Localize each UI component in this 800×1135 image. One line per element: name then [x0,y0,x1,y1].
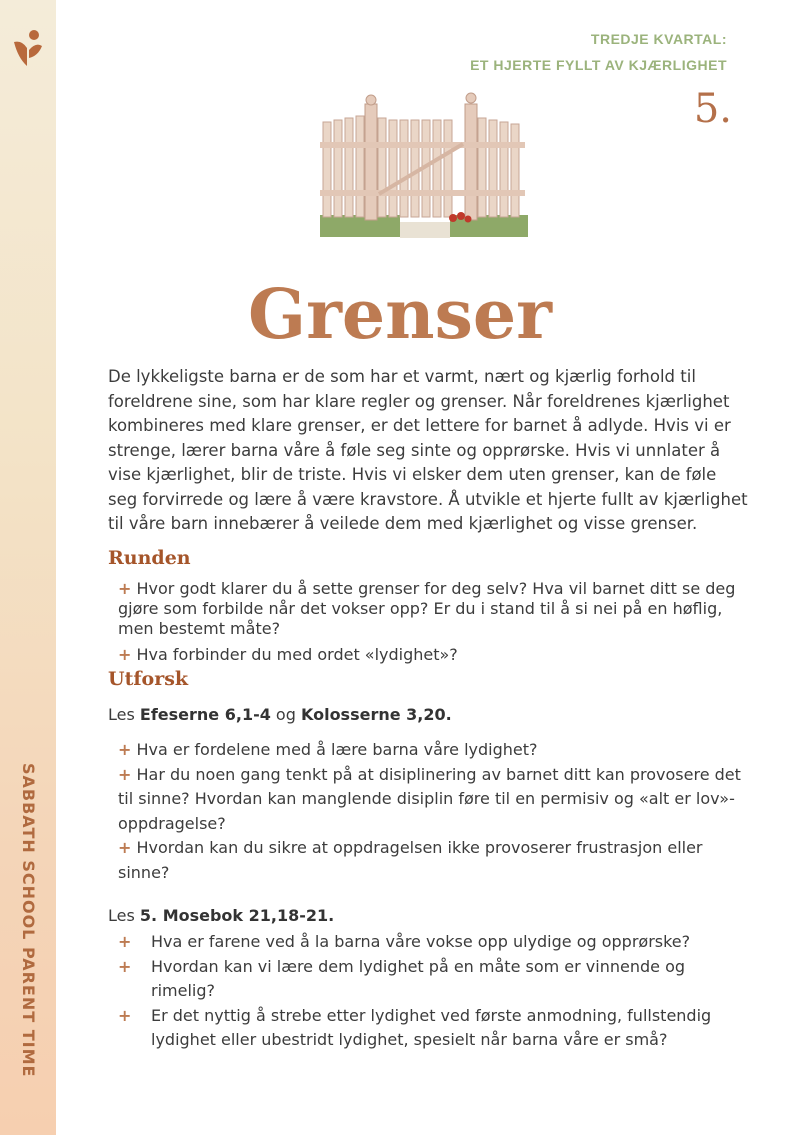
plus-icon: + [118,764,132,784]
plus-icon: + [118,932,132,951]
list-item: + Hva er farene ved å la barna våre vokse opp ulydige og opprørske? [118,930,748,955]
list-item: + Hvor godt klarer du å sette grenser for deg selv? Hva vil barnet ditt se deg gjøre som forbilde når det vokser opp? Er du i stand til å si nei på en høflig, men bestemt måte? [118,579,736,638]
list-item: + Hva forbinder du med ordet «lydighet»? [118,645,458,664]
utforsk-list-1 [118,738,748,885]
utforsk-list-2 [118,930,748,1053]
list-item: + Hvordan kan du sikre at oppdragelsen ikke provoserer frustrasjon eller sinne? [118,838,703,882]
leaf-logo-icon [10,28,44,68]
runden-list [118,579,748,665]
plus-icon: + [118,838,132,857]
plus-icon: + [118,645,132,664]
gate-illustration [315,90,530,245]
list-item: + Har du noen gang tenkt på at disiplinering av barnet ditt kan provosere det til sinne? Hvordan kan manglende disiplin føre til en permisiv og «alt er lov»-oppdragelse? [118,764,741,833]
plus-icon: + [118,579,132,598]
plus-icon: + [118,740,132,759]
plus-icon: + [118,956,132,976]
quarter-line-1: TREDJE KVARTAL: [590,31,727,47]
page-title: Grenser [248,275,552,355]
vertical-series-title: SABBATH SCHOOL PARENT TIME [19,763,38,1078]
reading-reference-1: Les Efeserne 6,1-4 og Kolosserne 3,20. [108,705,452,724]
quarter-line-2: ET HJERTE FYLLT AV KJÆRLIGHET [470,57,727,73]
section-heading-utforsk: Utforsk [108,668,189,690]
reading-reference-2: Les 5. Mosebok 21,18-21. [108,906,335,925]
lesson-number: 5. [693,86,732,132]
quarter-label [470,26,727,78]
list-item: + Er det nyttig å strebe etter lydighet ved første anmodning, fullstendig lydighet eller ubestridt lydighet, spesielt når barna våre er små? [118,1005,712,1049]
list-item: + Hva er fordelene med å lære barna våre lydighet? [118,740,538,759]
list-item: + Hvordan kan vi lære dem lydighet på en måte som er vinnende og rimelig? [118,956,686,1000]
intro-paragraph: De lykkeligste barna er de som har et varmt, nært og kjærlig forhold til foreldrene sine, som har klare regler og grenser. Når foreldrenes kjærlighet kombineres med klare grenser, er det lettere for barnet å adlyde. Hvis vi er strenge, lærer barna våre å føle seg sinte og opprørske. Hvis vi unnlater å vise kjærlighet, blir de triste. Hvis vi elsker dem uten grenser, kan de føle seg forvirrede og lære å være kravstore. Å utvikle et hjerte fullt av kjærlighet til våre barn innebærer å veilede dem med kjærlighet og visse grenser. [108,367,748,533]
section-heading-runden: Runden [108,547,191,569]
plus-icon: + [118,1005,132,1025]
